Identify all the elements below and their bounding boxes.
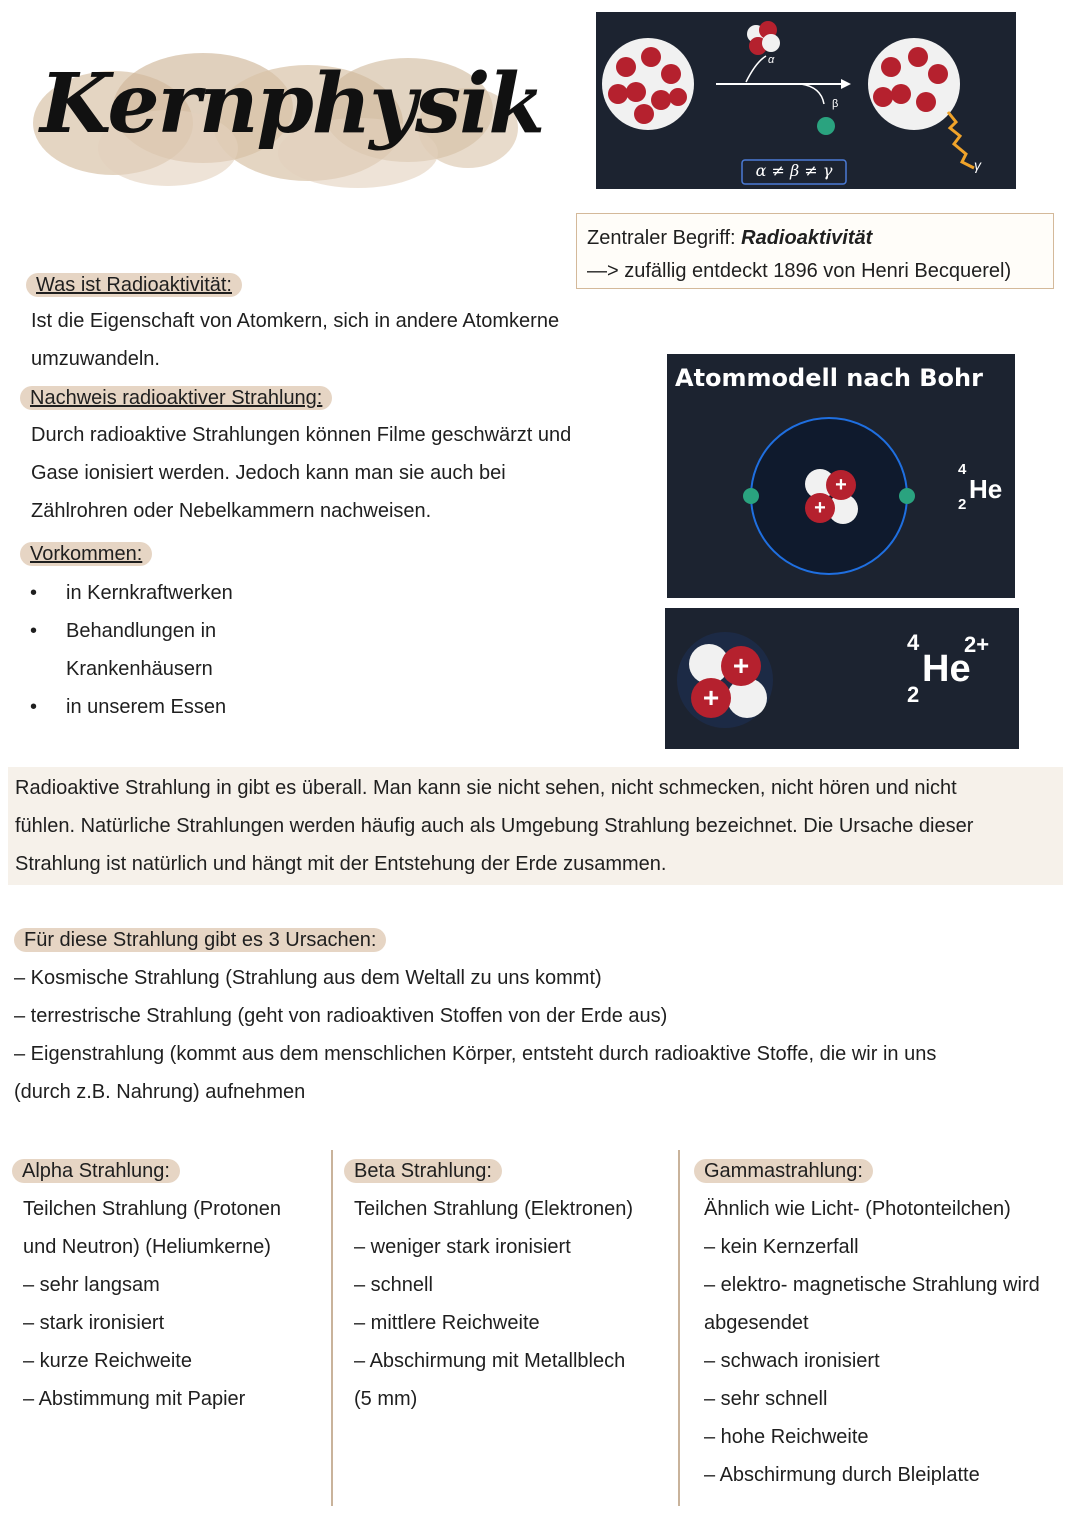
svg-text:+: + bbox=[702, 682, 720, 713]
radioaktivitaet-heading: Was ist Radioaktivität: bbox=[26, 266, 242, 304]
alpha-charge: 2+ bbox=[964, 632, 990, 657]
beta-label: β bbox=[832, 98, 839, 110]
list-item: – Eigenstrahlung (kommt aus dem menschlichen Körper, entsteht durch radioaktive Stoffe, die wir in uns bbox=[14, 1043, 937, 1065]
list-item: – terrestrische Strahlung (geht von radioaktiven Stoffen von der Erde aus) bbox=[14, 1005, 668, 1027]
alpha-label: α bbox=[768, 54, 775, 66]
ursachen-heading: Für diese Strahlung gibt es 3 Ursachen: bbox=[14, 921, 386, 959]
alpha-column: Alpha Strahlung: Teilchen Strahlung (Protonen und Neutron) (Heliumkerne) – sehr langsam – stark ironisiert – kurze Reichweite – Abstimmung mit Papier bbox=[12, 1152, 322, 1418]
list-item-continuation: (durch z.B. Nahrung) aufnehmen bbox=[14, 1081, 306, 1103]
column-divider bbox=[331, 1150, 333, 1506]
parent-nucleus bbox=[602, 38, 694, 130]
beta-column: Beta Strahlung: Teilchen Strahlung (Elektronen) – weniger stark ironisiert – schnell – mittlere Reichweite – Abschirmung mit Metallblech (5 mm) bbox=[344, 1152, 669, 1418]
bohr-element: He bbox=[969, 474, 1003, 504]
bohr-model-panel bbox=[667, 354, 1015, 598]
column-divider bbox=[678, 1150, 680, 1506]
callout-term: Radioaktivität bbox=[741, 227, 873, 249]
callout-line2: —> zufällig entdeckt 1896 von Henri Becquerel) bbox=[587, 260, 1012, 282]
beta-heading: Beta Strahlung: bbox=[344, 1159, 502, 1183]
gamma-label: γ bbox=[974, 157, 981, 173]
intro-paragraph-block bbox=[8, 767, 1063, 885]
callout-box bbox=[576, 213, 1054, 289]
ursachen-list bbox=[14, 959, 936, 1111]
decay-formula: α ≠ β ≠ γ bbox=[755, 161, 833, 180]
bohr-atomic-number: 2 bbox=[958, 496, 967, 513]
alpha-particle-panel bbox=[665, 608, 1019, 749]
intro-paragraph: Radioaktive Strahlung in gibt es überall. Man kann sie nicht sehen, nicht schmecken, nicht hören und nicht fühlen. Natürliche Strahlungen werden häufig auch als Umgebung Strahlung bezeichnet. Die Ursache dieser Strahlung ist natürlich und hängt mit der Entstehung der Erde zusammen. bbox=[15, 777, 974, 875]
callout-line1 bbox=[587, 222, 1043, 255]
list-item: – Kosmische Strahlung (Strahlung aus dem Weltall zu uns kommt) bbox=[14, 967, 602, 989]
radioaktivitaet-text: Ist die Eigenschaft von Atomkern, sich in andere Atomkerne umzuwandeln. bbox=[31, 310, 560, 370]
svg-text:+: + bbox=[835, 474, 847, 496]
svg-text:+: + bbox=[814, 497, 826, 519]
alpha-heading: Alpha Strahlung: bbox=[12, 1159, 180, 1183]
alpha-atomic-number: 2 bbox=[907, 682, 920, 707]
vorkommen-heading: Vorkommen: bbox=[20, 535, 152, 573]
bohr-title: Atommodell nach Bohr bbox=[675, 364, 983, 392]
gamma-column: Gammastrahlung: Ähnlich wie Licht- (Photonteilchen) – kein Kernzerfall – elektro- magnetische Strahlung wird abgesendet – schwach ironisiert – sehr schnell – hohe Reichweite – Abschirmung durch Bleiplatte bbox=[694, 1152, 1074, 1494]
decay-diagram bbox=[596, 12, 1016, 189]
daughter-nucleus bbox=[868, 38, 960, 130]
alpha-element: He bbox=[922, 648, 971, 690]
alpha-mass-number: 4 bbox=[907, 630, 920, 655]
title-block bbox=[18, 28, 544, 193]
bohr-mass-number: 4 bbox=[958, 461, 967, 478]
nachweis-heading: Nachweis radioaktiver Strahlung: bbox=[20, 379, 332, 417]
svg-text:+: + bbox=[732, 650, 750, 681]
callout-prefix: Zentraler Begriff: bbox=[587, 227, 742, 249]
alpha-particle bbox=[747, 21, 780, 55]
gamma-heading: Gammastrahlung: bbox=[694, 1159, 873, 1183]
nachweis-text: Durch radioaktive Strahlungen können Filme geschwärzt und Gase ionisiert werden. Jedoch kann man sie auch bei Zählrohren oder Nebelkammern nachweisen. bbox=[31, 424, 572, 522]
page-title: Kernphysik bbox=[40, 56, 544, 152]
